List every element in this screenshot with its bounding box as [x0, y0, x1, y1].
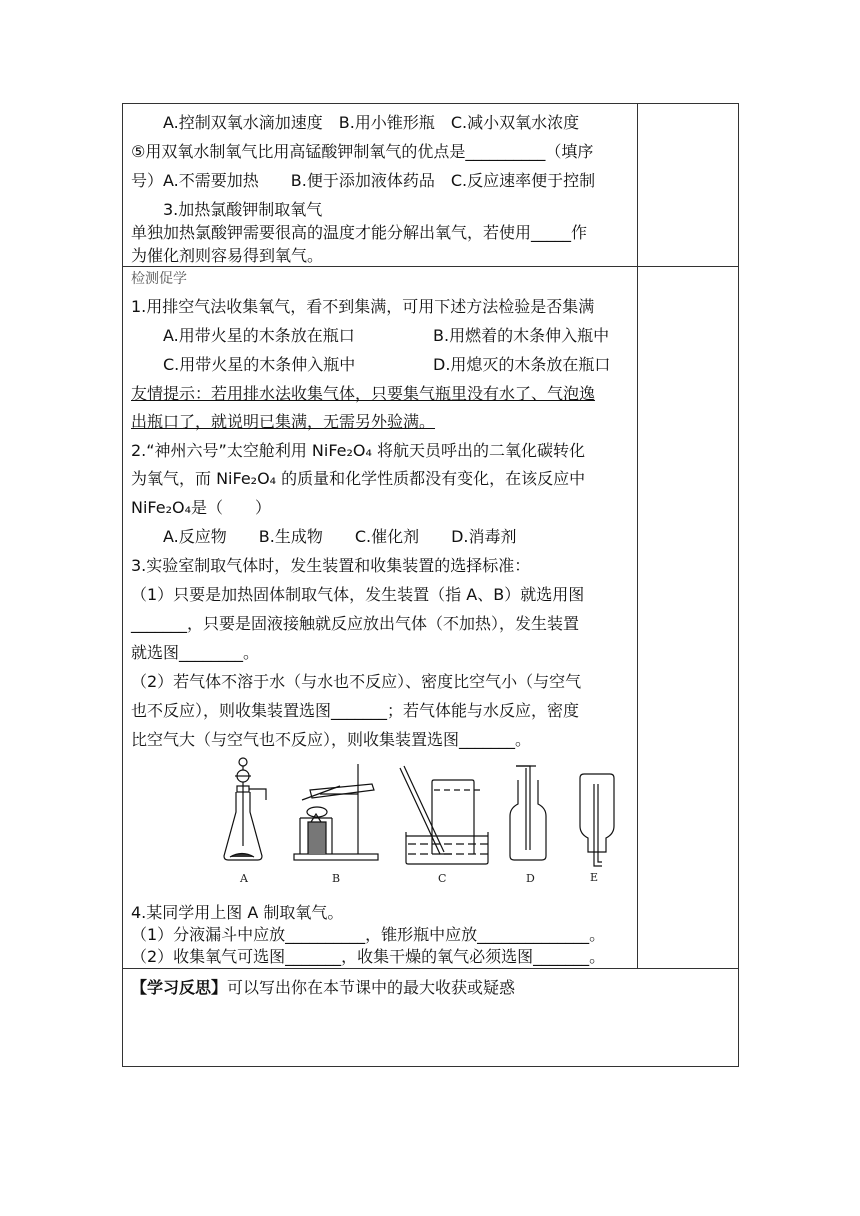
q4-part1: （1）分液漏斗中应放__________，锥形瓶中应放______________。 — [131, 925, 606, 944]
table-border-left — [122, 103, 123, 1067]
block1-line5: 单独加热氯酸钾需要很高的温度才能分解出氧气，若使用_____作 — [131, 223, 588, 242]
apparatus-figure — [220, 754, 640, 894]
block1-line1: A.控制双氧水滴加速度 B.用小锥形瓶 C.减小双氧水浓度 — [163, 113, 580, 132]
table-border-top — [122, 103, 739, 104]
tip-line2: 出瓶口了，就说明已集满，无需另外验满。 — [131, 412, 436, 431]
q1-option-d: D.用熄灭的木条放在瓶口 — [433, 355, 611, 374]
question-2-line2: 为氧气，而 NiFe₂O₄ 的质量和化学性质都没有变化，在该反应中 — [131, 469, 586, 488]
q3-part2-line1: （2）若气体不溶于水（与水也不反应）、密度比空气小（与空气 — [131, 672, 582, 691]
q3-part2-line3: 比空气大（与空气也不反应），则收集装置选图_______。 — [131, 730, 532, 749]
q3-part1-line1: （1）只要是加热固体制取气体，发生装置（指 A、B）就选用图 — [131, 585, 585, 604]
q1-option-a: A.用带火星的木条放在瓶口 — [163, 326, 355, 345]
figure-label-b: B — [332, 872, 341, 885]
table-border-right — [738, 103, 739, 1067]
apparatus-c-icon — [400, 766, 488, 864]
figure-label-e: E — [590, 871, 599, 884]
section-heading: 检测促学 — [131, 271, 187, 287]
apparatus-b-icon — [294, 764, 378, 860]
question-1: 1.用排空气法收集氧气，看不到集满，可用下述方法检验是否集满 — [131, 297, 595, 316]
question-2-line1: 2.“神州六号”太空舱利用 NiFe₂O₄ 将航天员呼出的二氧化碳转化 — [131, 441, 586, 460]
figure-label-d: D — [526, 872, 535, 885]
tip-line1: 友情提示：若用排水法收集气体，只要集气瓶里没有水了、气泡逸 — [131, 384, 596, 403]
q3-part2-line2: 也不反应），则收集装置选图_______；若气体能与水反应，密度 — [131, 701, 580, 720]
q3-part1-line2: _______，只要是固液接触就反应放出气体（不加热），发生装置 — [131, 614, 580, 633]
q1-option-c: C.用带火星的木条伸入瓶中 — [163, 355, 356, 374]
apparatus-a-icon — [224, 758, 266, 860]
question-4: 4.某同学用上图 A 制取氧气。 — [131, 903, 344, 922]
block1-line3: 号）A.不需要加热 B.便于添加液体药品 C.反应速率便于控制 — [131, 171, 596, 190]
figure-label-c: C — [438, 872, 447, 885]
reflection-text: 可以写出你在本节课中的最大收获或疑惑 — [227, 978, 516, 997]
reflection-row — [131, 973, 515, 1002]
block1-line6: 为催化剂则容易得到氧气。 — [131, 246, 324, 265]
question-3: 3.实验室制取气体时，发生装置和收集装置的选择标准： — [131, 556, 531, 575]
block1-line4: 3.加热氯酸钾制取氧气 — [163, 200, 323, 219]
question-2-options: A.反应物 B.生成物 C.催化剂 D.消毒剂 — [163, 527, 517, 546]
reflection-title: 【学习反思】 — [131, 978, 228, 997]
q4-part2: （2）收集氧气可选图_______，收集干燥的氧气必须选图_______。 — [131, 947, 606, 966]
figure-label-a: A — [240, 872, 248, 885]
apparatus-e-icon — [580, 774, 614, 866]
q3-part1-line3: 就选图________。 — [131, 643, 260, 662]
apparatus-d-icon — [510, 766, 546, 860]
block1-line2: ⑤用双氧水制氧气比用高锰酸钾制氧气的优点是__________（填序 — [131, 142, 594, 161]
question-2-line3: NiFe₂O₄是（ ） — [131, 498, 272, 517]
q1-option-b: B.用燃着的木条伸入瓶中 — [433, 326, 610, 345]
table-border-bottom — [122, 1066, 739, 1067]
